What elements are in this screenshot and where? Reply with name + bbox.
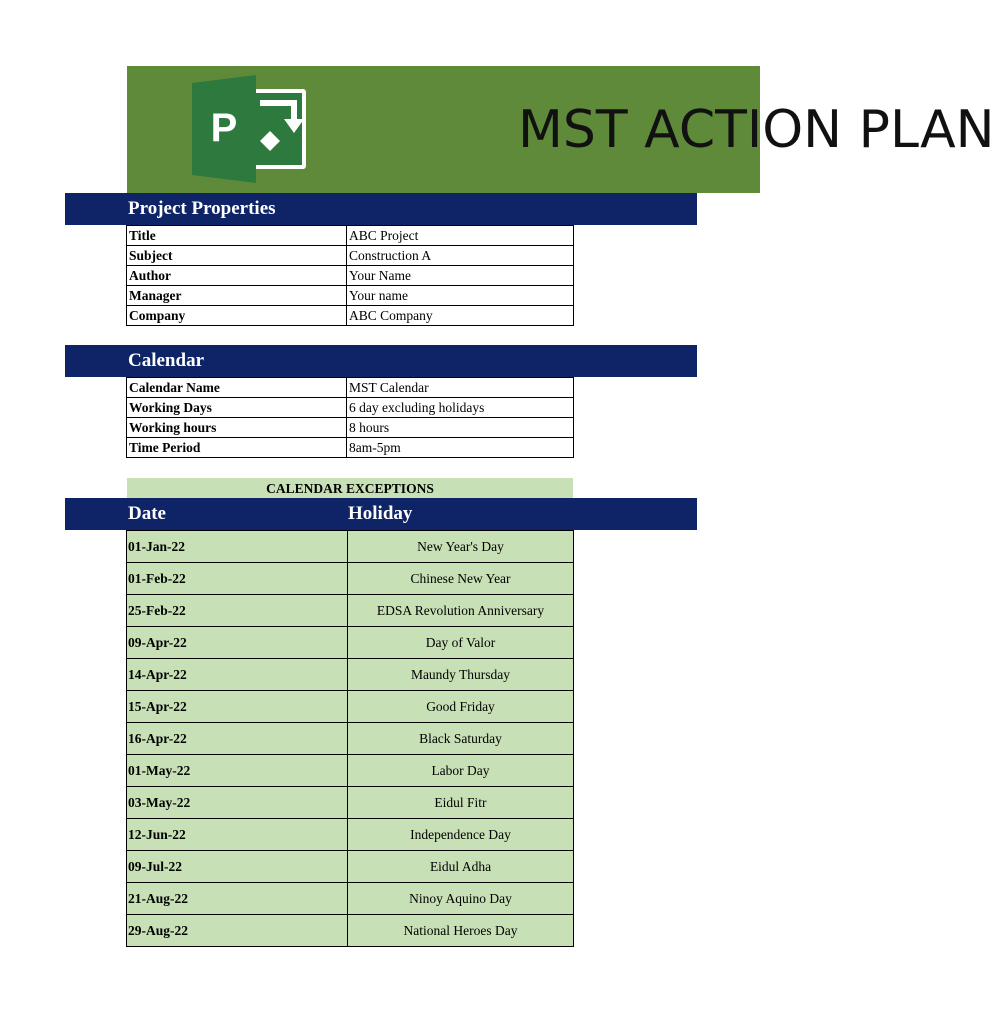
exceptions-column-header: [65, 498, 697, 530]
logo-letter: P: [210, 106, 238, 150]
exception-holiday: New Year's Day: [348, 531, 574, 563]
property-value: Construction A: [347, 246, 574, 266]
calendar-key: Working Days: [127, 398, 347, 418]
table-row: [127, 438, 574, 458]
calendar-value: 8am-5pm: [347, 438, 574, 458]
table-row: [127, 787, 574, 819]
exception-holiday: Maundy Thursday: [348, 659, 574, 691]
calendar-header: [65, 345, 697, 377]
table-row: [127, 595, 574, 627]
exception-holiday: EDSA Revolution Anniversary: [348, 595, 574, 627]
table-row: [127, 915, 574, 947]
table-row: [127, 286, 574, 306]
property-value: Your Name: [347, 266, 574, 286]
table-row: [127, 851, 574, 883]
exception-date: 01-Jan-22: [127, 531, 348, 563]
exception-date: 15-Apr-22: [127, 691, 348, 723]
table-row: [127, 819, 574, 851]
property-key: Title: [127, 226, 347, 246]
property-key: Company: [127, 306, 347, 326]
calendar-table: [126, 377, 574, 458]
property-key: Author: [127, 266, 347, 286]
column-header-holiday: Holiday: [348, 503, 413, 524]
table-row: [127, 755, 574, 787]
exception-holiday: Labor Day: [348, 755, 574, 787]
exception-holiday: Good Friday: [348, 691, 574, 723]
exception-date: 01-May-22: [127, 755, 348, 787]
calendar-exceptions-caption: CALENDAR EXCEPTIONS: [127, 478, 573, 498]
calendar-key: Working hours: [127, 418, 347, 438]
project-logo-icon: [188, 75, 308, 183]
exception-holiday: Eidul Fitr: [348, 787, 574, 819]
exception-date: 16-Apr-22: [127, 723, 348, 755]
property-key: Subject: [127, 246, 347, 266]
column-header-date: Date: [128, 503, 166, 524]
section-title: Project Properties: [128, 198, 276, 219]
table-row: [127, 266, 574, 286]
calendar-key: Calendar Name: [127, 378, 347, 398]
calendar-value: 8 hours: [347, 418, 574, 438]
table-row: [127, 531, 574, 563]
exception-holiday: Eidul Adha: [348, 851, 574, 883]
exception-holiday: Day of Valor: [348, 627, 574, 659]
property-value: ABC Company: [347, 306, 574, 326]
exception-holiday: Ninoy Aquino Day: [348, 883, 574, 915]
calendar-value: MST Calendar: [347, 378, 574, 398]
exceptions-table: [126, 530, 574, 947]
table-row: [127, 398, 574, 418]
exception-date: 14-Apr-22: [127, 659, 348, 691]
property-value: ABC Project: [347, 226, 574, 246]
table-row: [127, 691, 574, 723]
exception-date: 01-Feb-22: [127, 563, 348, 595]
table-row: [127, 627, 574, 659]
title-banner: [127, 66, 995, 193]
exception-holiday: Independence Day: [348, 819, 574, 851]
section-title: Calendar: [128, 350, 204, 371]
table-row: [127, 306, 574, 326]
exception-holiday: Black Saturday: [348, 723, 574, 755]
document-title: MST ACTION PLAN: [518, 100, 995, 160]
table-row: [127, 723, 574, 755]
exception-date: 25-Feb-22: [127, 595, 348, 627]
project-properties-header: [65, 193, 697, 225]
exception-date: 21-Aug-22: [127, 883, 348, 915]
project-properties-table: [126, 225, 574, 326]
table-row: [127, 418, 574, 438]
table-row: [127, 563, 574, 595]
table-row: [127, 659, 574, 691]
table-row: [127, 226, 574, 246]
property-value: Your name: [347, 286, 574, 306]
exception-holiday: Chinese New Year: [348, 563, 574, 595]
exception-date: 03-May-22: [127, 787, 348, 819]
calendar-value: 6 day excluding holidays: [347, 398, 574, 418]
exception-date: 09-Jul-22: [127, 851, 348, 883]
property-key: Manager: [127, 286, 347, 306]
calendar-key: Time Period: [127, 438, 347, 458]
exception-holiday: National Heroes Day: [348, 915, 574, 947]
exception-date: 12-Jun-22: [127, 819, 348, 851]
table-row: [127, 883, 574, 915]
exception-date: 29-Aug-22: [127, 915, 348, 947]
exception-date: 09-Apr-22: [127, 627, 348, 659]
table-row: [127, 378, 574, 398]
table-row: [127, 246, 574, 266]
